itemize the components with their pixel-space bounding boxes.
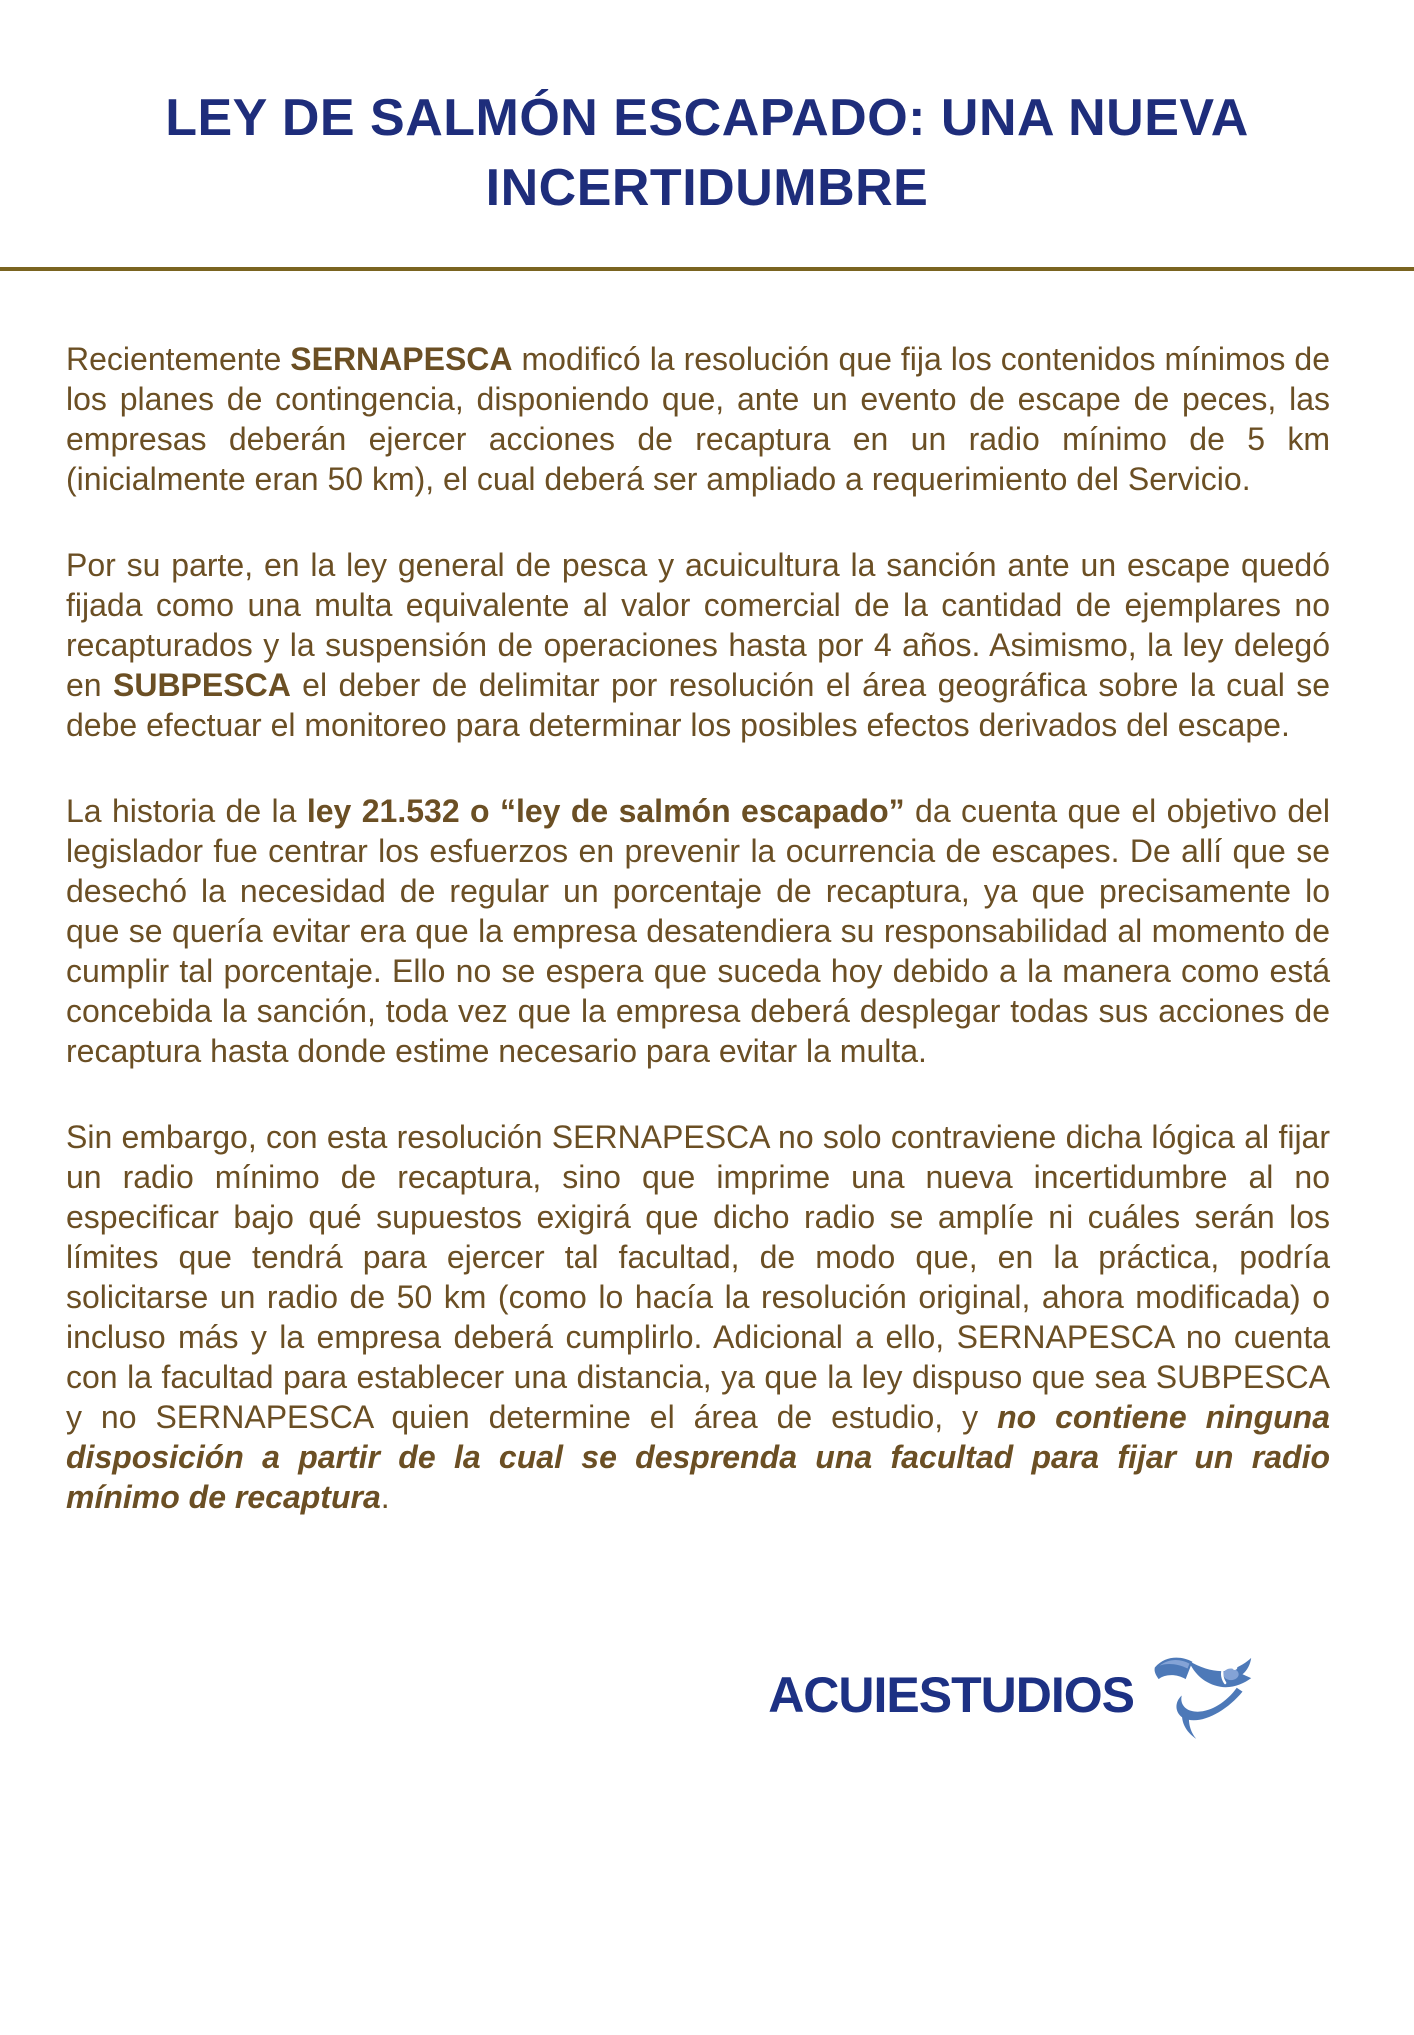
text-run: . — [380, 1478, 390, 1515]
text-run: Por su parte, en la ley general de pesca y acuicultura la sanción ante un escape quedó fijada como una multa equivalente al valor comercial de la cantidad de ejemplares no recapturados y la suspensión de operaciones hasta por 4 años. Asimismo, la ley delegó en — [66, 546, 1330, 703]
text-run: Sin embargo, con esta resolución SERNAPESCA no solo contraviene dicha lógica al fijar un radio mínimo de recaptura, sino que imprime una nueva incertidumbre al no especificar bajo qué supuestos exigirá que dicho radio se amplíe ni cuáles serán los límites que tendrá para ejercer tal facultad, de modo que, en la práctica, podría solicitarse un radio de 50 km (como lo hacía la resolución original, ahora modificada) o incluso más y la empresa deberá cumplirlo. Adicional a ello, SERNAPESCA no cuenta con la facultad para establecer una distancia, ya que la ley dispuso que sea SUBPESCA y no SERNAPESCA quien determine el área de estudio, y — [66, 1118, 1330, 1435]
page-title-line-1: LEY DE SALMÓN ESCAPADO: UNA NUEVA — [165, 88, 1249, 147]
paragraph — [66, 545, 1330, 745]
text-run: ley 21.532 o “ley de salmón escapado” — [306, 792, 905, 829]
paragraph — [66, 339, 1330, 499]
text-run: SERNAPESCA — [290, 340, 513, 377]
brand-wordmark: ACUIESTUDIOS — [768, 1666, 1134, 1723]
text-run: SUBPESCA — [112, 666, 291, 703]
paragraph — [66, 791, 1330, 1071]
text-run: Recientemente — [66, 340, 291, 377]
article-body — [0, 271, 1414, 1517]
text-run: el deber de delimitar por resolución el área geográfica sobre la cual se debe efectuar el monitoreo para determinar los posibles efectos derivados del escape. — [66, 666, 1331, 743]
page-title — [0, 35, 1414, 223]
footer-brand — [0, 1649, 1414, 1741]
text-run: modificó la resolución que fija los contenidos mínimos de los planes de contingencia, disponiendo que, ante un evento de escape de peces, las empresas deberán ejercer acciones de recaptura en un radio mínimo de 5 km (inicialmente eran 50 km), el cual deberá ser ampliado a requerimiento del Servicio. — [66, 340, 1331, 497]
text-run: no contiene ninguna disposición a partir de la cual se desprenda una facultad para fijar un radio mínimo de recaptura — [66, 1398, 1331, 1515]
text-run: La historia de la — [66, 792, 307, 829]
document-page — [0, 35, 1414, 2035]
paragraph — [66, 1117, 1330, 1517]
page-title-line-2: INCERTIDUMBRE — [485, 158, 929, 217]
text-run: da cuenta que el objetivo del legislador fue centrar los esfuerzos en prevenir la ocurrencia de escapes. De allí que se desechó la necesidad de regular un porcentaje de recaptura, ya que precisamente lo que se quería evitar era que la empresa desatendiera su responsabilidad al momento de cumplir tal porcentaje. Ello no se espera que suceda hoy debido a la manera como está concebida la sanción, toda vez que la empresa deberá desplegar todas sus acciones de recaptura hasta donde estime necesario para evitar la multa. — [66, 792, 1331, 1069]
salmon-icon — [1150, 1649, 1256, 1741]
